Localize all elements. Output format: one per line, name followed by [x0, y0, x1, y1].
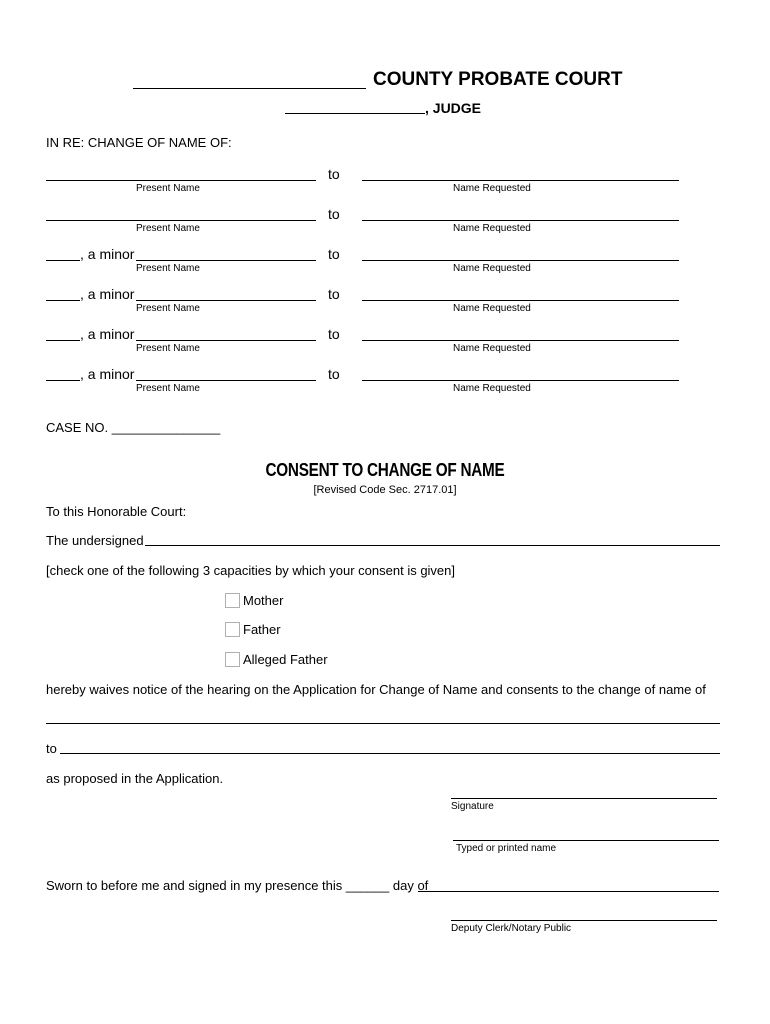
to-label: to — [328, 166, 340, 182]
to-label: to — [328, 206, 340, 222]
typed-name-label: Typed or printed name — [456, 843, 557, 854]
alleged-father-checkbox[interactable] — [225, 652, 240, 667]
to-label: to — [46, 741, 57, 756]
new-name-line[interactable] — [60, 753, 720, 754]
in-re-heading: IN RE: CHANGE OF NAME OF: — [46, 135, 232, 150]
judge-name-line[interactable] — [285, 113, 425, 114]
minor-prefix: , a minor — [80, 246, 135, 262]
present-name-label: Present Name — [136, 343, 200, 354]
signature-line[interactable] — [451, 798, 717, 799]
requested-name-line[interactable] — [362, 380, 679, 381]
requested-name-label: Name Requested — [453, 183, 531, 194]
requested-name-line[interactable] — [362, 300, 679, 301]
to-label: to — [328, 326, 340, 342]
requested-name-line[interactable] — [362, 180, 679, 181]
case-number-field[interactable]: CASE NO. _______________ — [46, 420, 221, 435]
alleged-father-label: Alleged Father — [243, 652, 328, 667]
revised-code: [Revised Code Sec. 2717.01] — [313, 484, 457, 496]
present-name-line[interactable] — [46, 220, 316, 221]
mother-checkbox[interactable] — [225, 593, 240, 608]
sworn-date-line[interactable] — [418, 891, 719, 892]
to-court: To this Honorable Court: — [46, 504, 187, 519]
undersigned-label: The undersigned — [46, 533, 144, 548]
signature-label: Signature — [451, 801, 494, 812]
judge-label: , JUDGE — [425, 100, 482, 116]
present-name-label: Present Name — [136, 183, 200, 194]
present-name-label: Present Name — [136, 223, 200, 234]
to-label: to — [328, 246, 340, 262]
clerk-label: Deputy Clerk/Notary Public — [451, 923, 572, 934]
minor-prefix: , a minor — [80, 366, 135, 382]
minor-prefix: , a minor — [80, 286, 135, 302]
father-checkbox[interactable] — [225, 622, 240, 637]
child-name-line[interactable] — [46, 723, 720, 724]
requested-name-line[interactable] — [362, 340, 679, 341]
county-name-line[interactable] — [133, 88, 366, 89]
requested-name-label: Name Requested — [453, 343, 531, 354]
present-name-line[interactable] — [46, 180, 316, 181]
court-title: COUNTY PROBATE COURT — [373, 69, 623, 90]
consent-title: CONSENT TO CHANGE OF NAME — [265, 460, 505, 480]
present-name-label: Present Name — [136, 383, 200, 394]
undersigned-line[interactable] — [145, 545, 720, 546]
requested-name-line[interactable] — [362, 260, 679, 261]
to-label: to — [328, 366, 340, 382]
requested-name-label: Name Requested — [453, 383, 531, 394]
father-label: Father — [243, 622, 281, 637]
check-instruction: [check one of the following 3 capacities by which your consent is given] — [46, 563, 456, 578]
sworn-text: Sworn to before me and signed in my presence this ______ day of — [46, 878, 429, 893]
requested-name-label: Name Requested — [453, 303, 531, 314]
mother-label: Mother — [243, 593, 284, 608]
waiver-text: hereby waives notice of the hearing on the Application for Change of Name and consents to the change of name of — [46, 682, 706, 697]
typed-name-line[interactable] — [453, 840, 719, 841]
minor-prefix: , a minor — [80, 326, 135, 342]
present-name-label: Present Name — [136, 263, 200, 274]
requested-name-label: Name Requested — [453, 263, 531, 274]
requested-name-label: Name Requested — [453, 223, 531, 234]
requested-name-line[interactable] — [362, 220, 679, 221]
clerk-signature-line[interactable] — [451, 920, 717, 921]
to-label: to — [328, 286, 340, 302]
proposed-text: as proposed in the Application. — [46, 771, 224, 786]
present-name-label: Present Name — [136, 303, 200, 314]
